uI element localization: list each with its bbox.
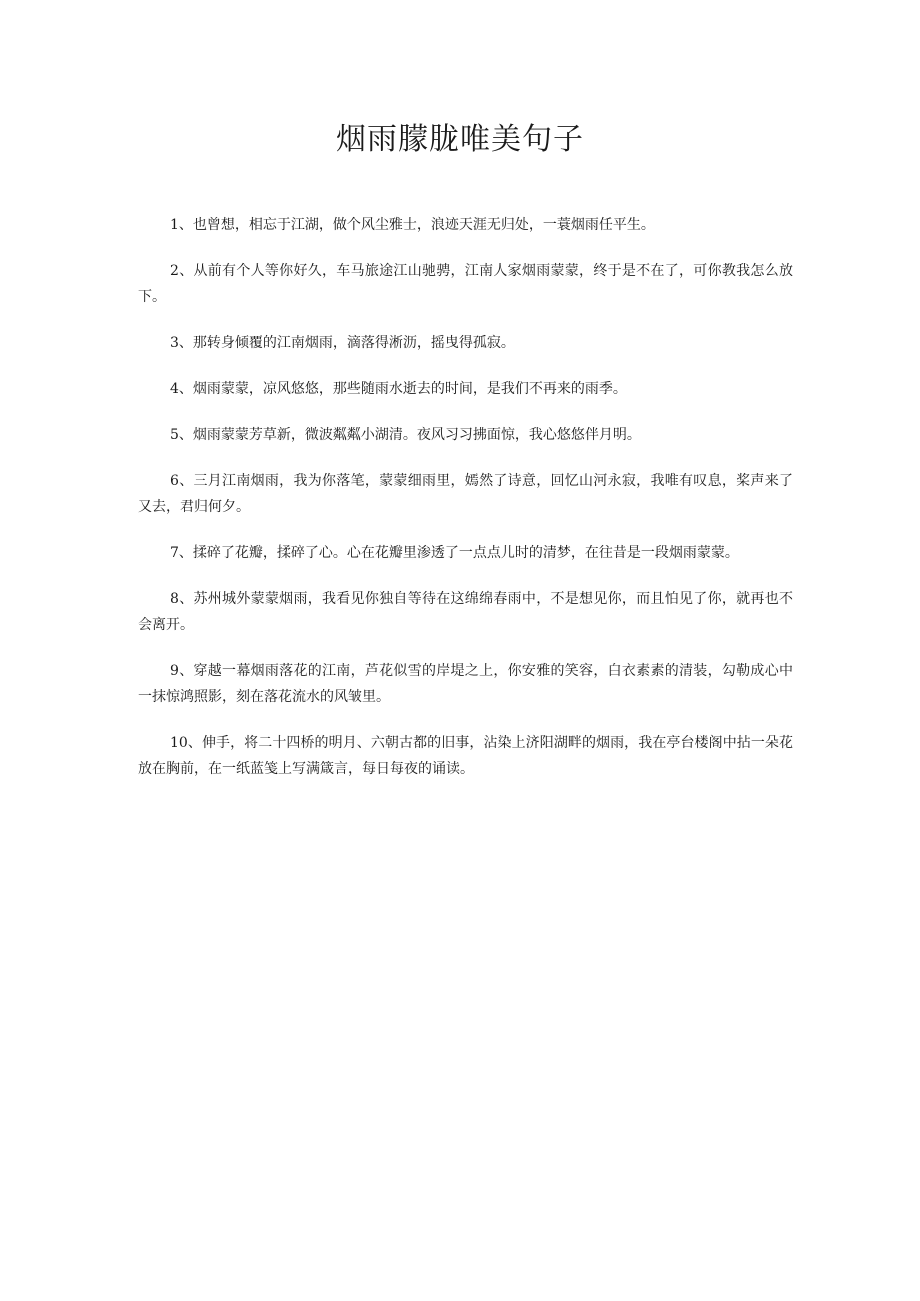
paragraph-6: 6、三月江南烟雨，我为你落笔，蒙蒙细雨里，嫣然了诗意，回忆山河永寂，我唯有叹息，桨声来了又去，君归何夕。 — [138, 473, 793, 515]
paragraph-2: 2、从前有个人等你好久，车马旅途江山驰骋，江南人家烟雨蒙蒙，终于是不在了，可你教我怎么放下。 — [138, 263, 793, 305]
paragraph-10: 10、伸手，将二十四桥的明月、六朝古都的旧事，沾染上济阳湖畔的烟雨，我在亭台楼阁中拈一朵花放在胸前，在一纸蓝笺上写满箴言，每日每夜的诵读。 — [138, 735, 793, 777]
document-title: 烟雨朦胧唯美句子 — [336, 122, 584, 157]
paragraph-7: 7、揉碎了花瓣，揉碎了心。心在花瓣里渗透了一点点儿时的清梦，在往昔是一段烟雨蒙蒙。 — [170, 545, 739, 561]
paragraph-9: 9、穿越一幕烟雨落花的江南，芦花似雪的岸堤之上，你安雅的笑容，白衣素素的清装，勾勒成心中一抹惊鸿照影，刻在落花流水的风皱里。 — [138, 663, 793, 705]
paragraph-5: 5、烟雨蒙蒙芳草新，微波粼粼小湖清。夜风习习拂面惊，我心悠悠伴月明。 — [170, 427, 641, 443]
paragraph-3: 3、那转身倾覆的江南烟雨，滴落得淅沥，摇曳得孤寂。 — [170, 335, 515, 351]
paragraph-1: 1、也曾想，相忘于江湖，做个风尘雅士，浪迹天涯无归处，一蓑烟雨任平生。 — [170, 217, 655, 233]
document-body — [138, 212, 793, 802]
paragraph-4: 4、烟雨蒙蒙，凉风悠悠，那些随雨水逝去的时间，是我们不再来的雨季。 — [170, 381, 627, 397]
paragraph-8: 8、苏州城外蒙蒙烟雨，我看见你独自等待在这绵绵春雨中，不是想见你，而且怕见了你，就再也不会离开。 — [138, 591, 793, 633]
